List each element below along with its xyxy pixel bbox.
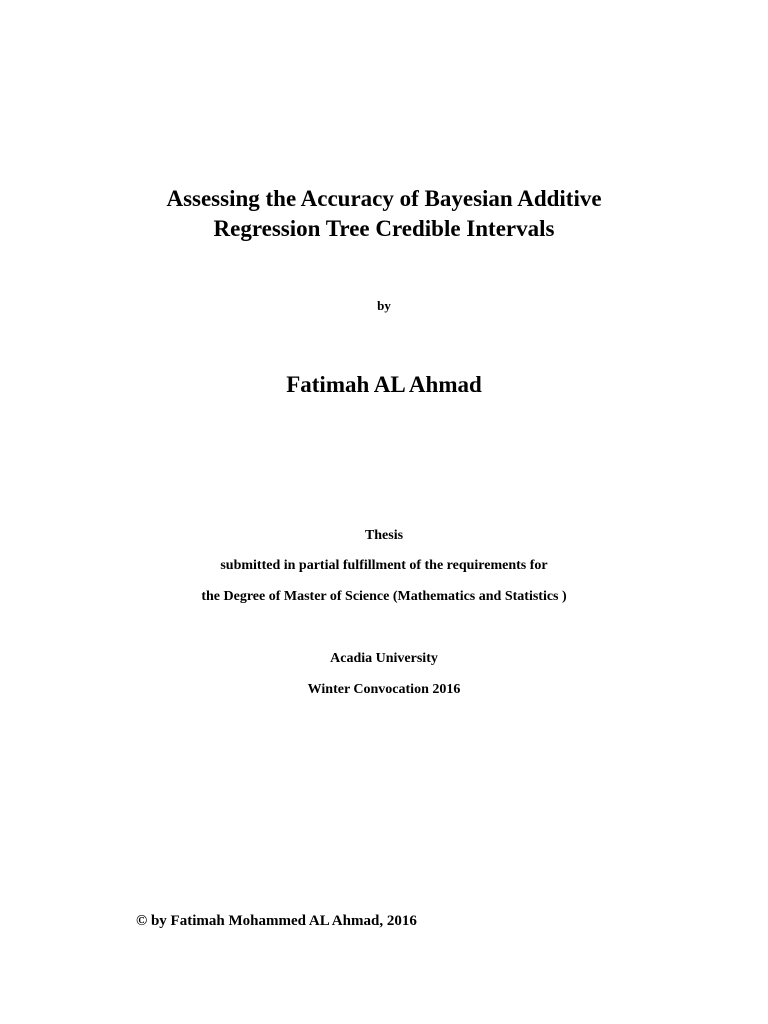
by-label: by <box>377 298 391 313</box>
institution-name: Acadia University <box>330 651 438 666</box>
thesis-title-line-2: Regression Tree Credible Intervals <box>213 216 555 241</box>
author-name: Fatimah AL Ahmad <box>286 372 482 397</box>
convocation-date: Winter Convocation 2016 <box>307 682 461 697</box>
submission-statement-line-2: the Degree of Master of Science (Mathematics and Statistics ) <box>201 589 567 604</box>
thesis-title-line-1: Assessing the Accuracy of Bayesian Additive <box>166 186 602 211</box>
copyright-notice: © by Fatimah Mohammed AL Ahmad, 2016 <box>136 913 417 929</box>
submission-statement-line-1: submitted in partial fulfillment of the requirements for <box>220 558 548 573</box>
document-type: Thesis <box>364 528 404 543</box>
